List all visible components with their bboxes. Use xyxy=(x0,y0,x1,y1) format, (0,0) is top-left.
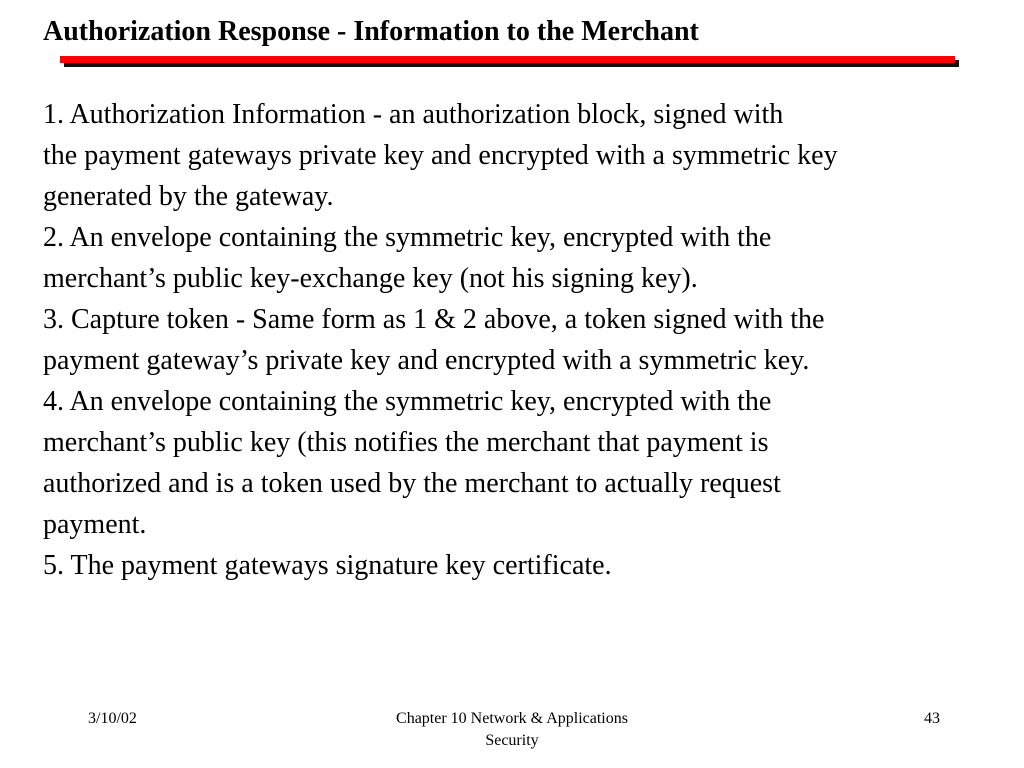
title-underline xyxy=(60,56,955,63)
body-line: generated by the gateway. xyxy=(43,181,334,212)
footer-title-line1: Chapter 10 Network & Applications xyxy=(396,710,628,727)
footer-title xyxy=(352,708,672,752)
body-line: 5. The payment gateways signature key certificate. xyxy=(43,550,612,581)
footer-title-line2: Security xyxy=(485,732,539,749)
slide-body xyxy=(43,94,1018,586)
footer-date: 3/10/02 xyxy=(88,710,137,727)
body-line: authorized and is a token used by the merchant to actually request xyxy=(43,468,781,499)
body-line: payment gateway’s private key and encrypted with a symmetric key. xyxy=(43,345,810,376)
body-line: merchant’s public key (this notifies the merchant that payment is xyxy=(43,427,769,458)
page-number: 43 xyxy=(924,710,940,727)
slide-title: Authorization Response - Information to the Merchant xyxy=(43,16,699,47)
body-line: 1. Authorization Information - an authorization block, signed with xyxy=(43,99,784,130)
body-line: 2. An envelope containing the symmetric key, encrypted with the xyxy=(43,222,772,253)
body-line: payment. xyxy=(43,509,147,540)
body-line: 3. Capture token - Same form as 1 & 2 above, a token signed with the xyxy=(43,304,825,335)
body-line: merchant’s public key-exchange key (not his signing key). xyxy=(43,263,698,294)
body-line: the payment gateways private key and encrypted with a symmetric key xyxy=(43,140,838,171)
body-line: 4. An envelope containing the symmetric key, encrypted with the xyxy=(43,386,772,417)
